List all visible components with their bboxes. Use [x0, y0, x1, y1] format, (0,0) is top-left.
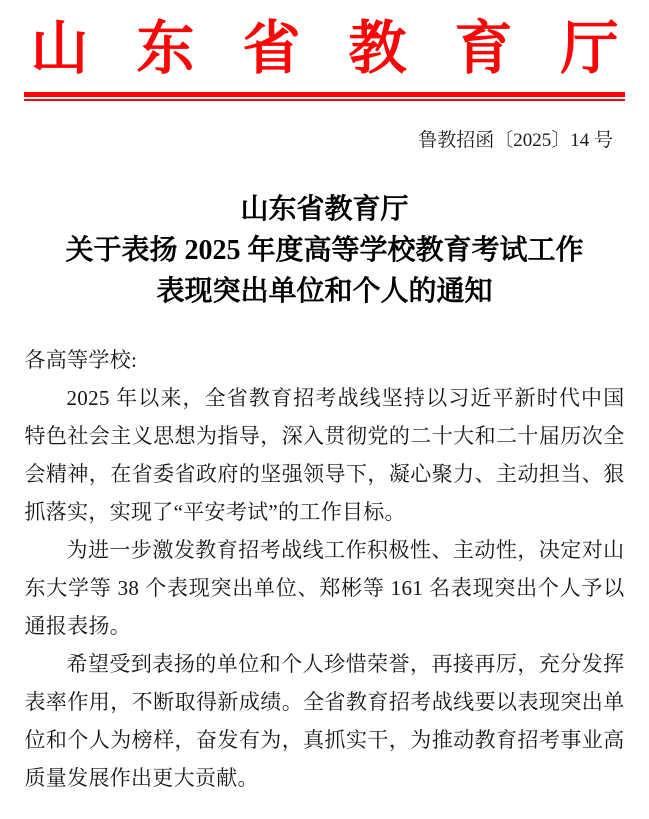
document-title-line-2: 关于表扬 2025 年度高等学校教育考试工作 [65, 235, 584, 266]
document-title-line-1: 山东省教育厅 [240, 194, 409, 225]
body-paragraph-2: 为进一步激发教育招考战线工作积极性、主动性，决定对山东大学等 38 个表现突出单位、郑彬等 161 名表现突出个人予以通报表扬。 [24, 538, 625, 638]
document-title-line-3: 表现突出单位和个人的通知 [156, 276, 493, 307]
body-paragraph-1: 2025 年以来，全省教育招考战线坚持以习近平新时代中国特色社会主义思想为指导，深入贯彻党的二十大和二十届历次全会精神，在省委省政府的坚强领导下，凝心聚力、主动担当、狠抓落实，实现了“平安考试”的工作目标。 [24, 386, 625, 524]
body-paragraph-3: 希望受到表扬的单位和个人珍惜荣誉，再接再厉，充分发挥表率作用，不断取得新成绩。全省教育招考战线要以表现突出单位和个人为榜样，奋发有为，真抓实干，为推动教育招考事业高质量发展作出更大贡献。 [24, 652, 625, 790]
red-rule-thin [24, 99, 625, 101]
salutation: 各高等学校: [24, 348, 138, 372]
document-body [25, 341, 625, 797]
document-number: 鲁教招函〔2025〕14 号 [418, 130, 613, 151]
letterhead-agency-name: 山 东 省 教 育 厅 [30, 16, 619, 81]
red-rule-thick [24, 92, 625, 97]
document-title [0, 189, 649, 312]
letterhead-rule [24, 92, 625, 101]
